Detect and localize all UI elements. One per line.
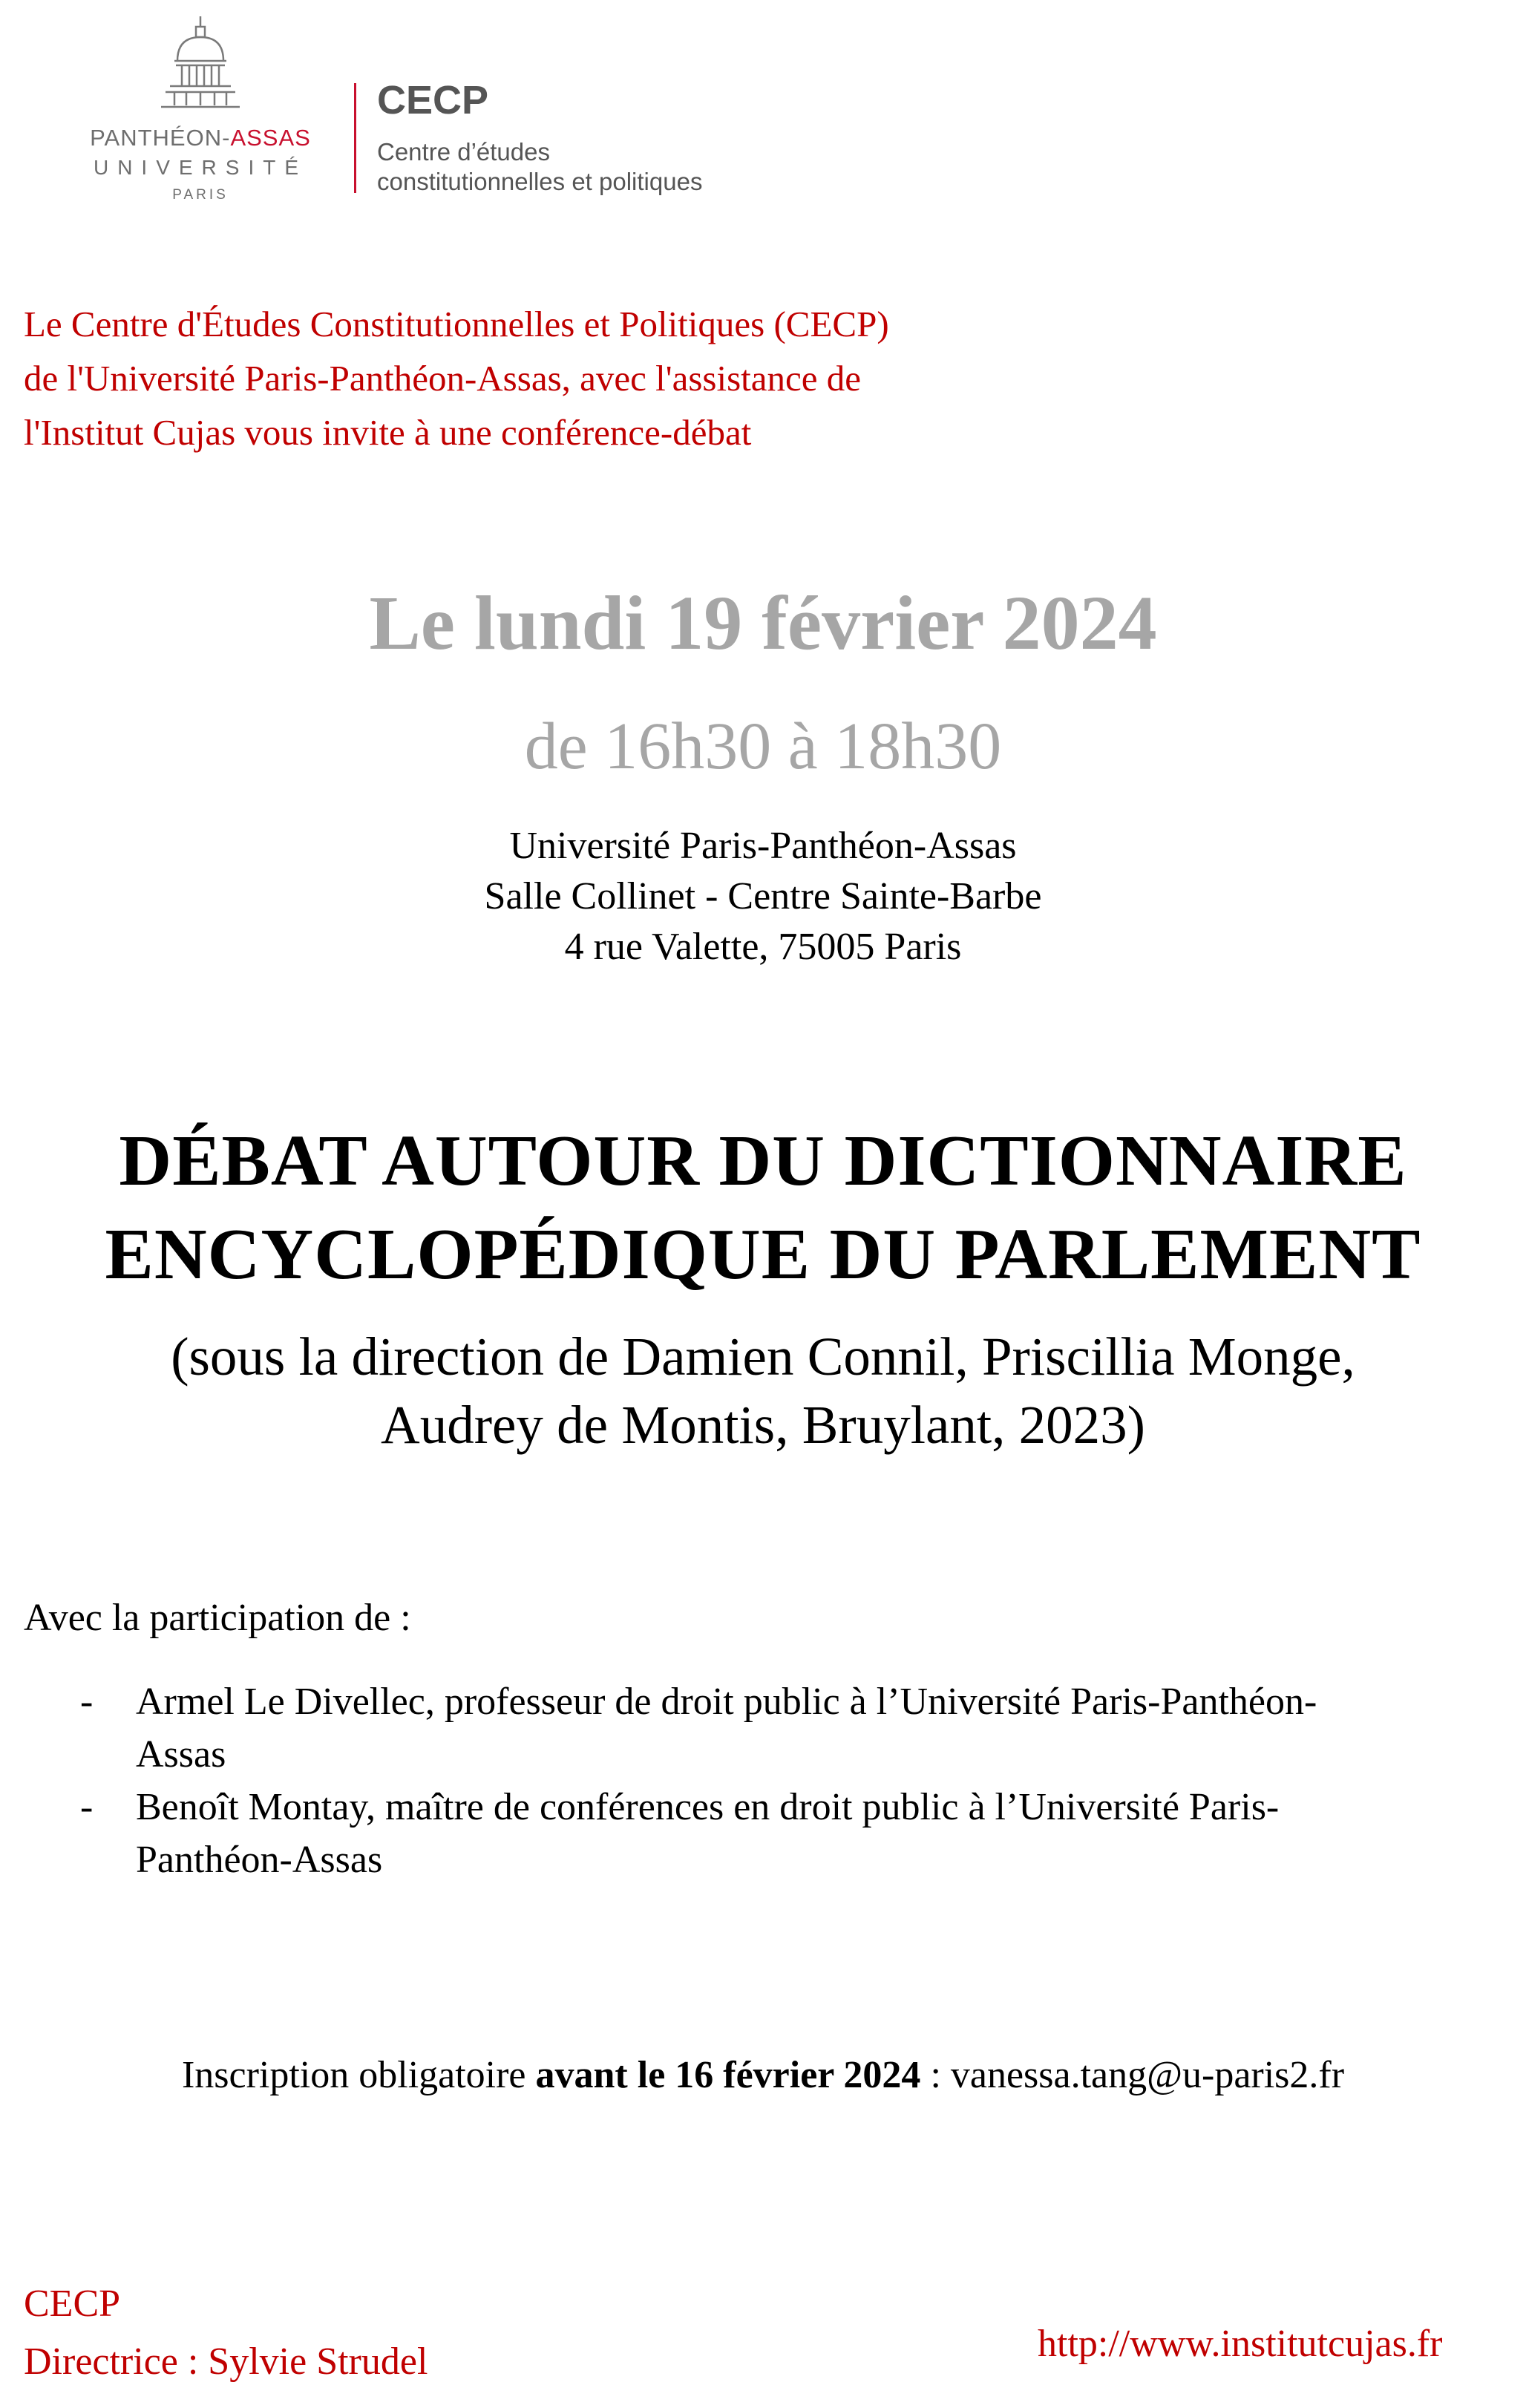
intro-line: l'Institut Cujas vous invite à une conférence-débat [24, 412, 752, 453]
venue-line: Salle Collinet - Centre Sainte-Barbe [484, 875, 1042, 917]
registration-email[interactable]: vanessa.tang@u-paris2.fr [950, 2054, 1345, 2096]
intro-line: Le Centre d'Études Constitutionnelles et Politiques (CECP) [24, 304, 889, 344]
footer-organization: CECP [24, 2283, 121, 2325]
event-subtitle-line: (sous la direction de Damien Connil, Priscillia Monge, [171, 1326, 1355, 1387]
event-date: Le lundi 19 février 2024 [369, 580, 1157, 666]
list-bullet: - [80, 1786, 94, 1828]
registration-note [0, 2053, 1526, 2097]
participant-line: Benoît Montay, maître de conférences en droit public à l’Université Paris- [136, 1786, 1280, 1828]
participant-line: Assas [136, 1733, 226, 1776]
pantheon-assas-logo [67, 15, 334, 203]
event-title-line: ENCYCLOPÉDIQUE DU PARLEMENT [105, 1214, 1421, 1295]
intro-line: de l'Université Paris-Panthéon-Assas, avec l'assistance de [24, 358, 862, 399]
list-bullet: - [80, 1681, 94, 1723]
cecp-logo-line1: Centre d’études [377, 138, 550, 166]
cecp-logo-acronym: CECP [377, 78, 489, 122]
footer-director: Directrice : Sylvie Strudel [24, 2340, 428, 2383]
event-subtitle-line: Audrey de Montis, Bruylant, 2023) [381, 1395, 1145, 1455]
venue-line: Université Paris-Panthéon-Assas [509, 825, 1017, 867]
event-time: de 16h30 à 18h30 [524, 710, 1002, 783]
venue-line: 4 rue Valette, 75005 Paris [564, 926, 962, 968]
logo-divider [354, 83, 356, 193]
registration-separator: : [920, 2054, 951, 2096]
registration-deadline: avant le 16 février 2024 [535, 2054, 921, 2096]
participant-line: Panthéon-Assas [136, 1839, 383, 1881]
registration-prefix: Inscription obligatoire [181, 2054, 536, 2096]
university-name: PANTHÉON-ASSAS [90, 125, 311, 151]
university-word: UNIVERSITÉ [93, 156, 308, 179]
event-title-line: DÉBAT AUTOUR DU DICTIONNAIRE [119, 1121, 1407, 1201]
participant-line: Armel Le Divellec, professeur de droit public à l’Université Paris-Panthéon- [136, 1681, 1317, 1723]
university-city: PARIS [172, 187, 229, 203]
pantheon-dome-icon [160, 15, 241, 119]
footer-website-link[interactable]: http://www.institutcujas.fr [1038, 2323, 1443, 2365]
cecp-logo-line2: constitutionnelles et politiques [377, 168, 703, 195]
participants-heading: Avec la participation de : [24, 1597, 411, 1639]
